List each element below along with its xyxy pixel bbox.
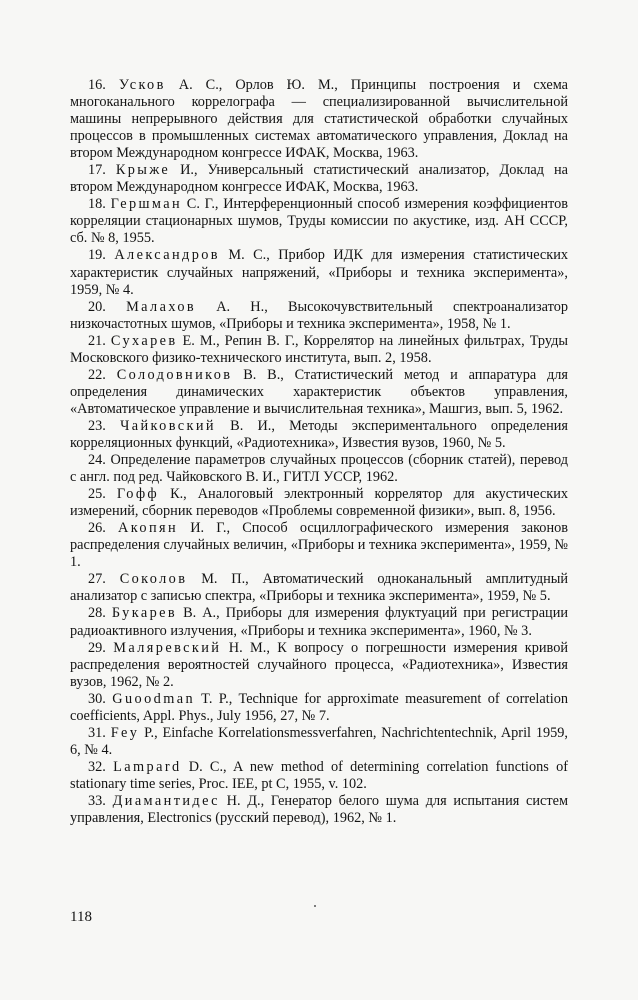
reference-author: Гершман [110, 196, 183, 213]
reference-number: 24. [88, 452, 106, 469]
reference-text: D. C., A new method of determining correlation functions of stationary time series, Proc. IEE, pt C, 1955, v. 102. [70, 758, 568, 792]
reference-number: 16. [88, 77, 106, 93]
reference-author: Сухарев [110, 332, 178, 349]
reference-author: Александров [114, 247, 220, 264]
reference-29 [70, 640, 568, 691]
reference-author: Малахов [126, 298, 197, 315]
reference-text: Н. Д., Генератор белого шума для испытания систем управления, Electronics (русский перевод), 1962, № 1. [70, 792, 568, 827]
reference-author: Букарев [111, 605, 178, 622]
reference-number: 26. [88, 520, 106, 537]
page-number: 118 [70, 909, 92, 925]
reference-text: А. С., Орлов Ю. М., Принципы построения и схема многоканального коррелографа — специализированной вычислительной машины непрерывного действия для статистической обработки случайных процессов в промышленных системах автоматического управления, Доклад на втором Международном конгрессе ИФАК, Москва, 1963. [70, 77, 568, 162]
reference-number: 27. [88, 571, 106, 588]
reference-21 [70, 333, 568, 367]
reference-text: М. С., Прибор ИДК для измерения статистических характеристик случайных напряжений, «Приборы и техника эксперимента», 1959, № 4. [70, 247, 568, 298]
reference-text: А. Н., Высокочувствительный спектроанализатор низкочастотных шумов, «Приборы и техника эксперимента», 1958, № 1. [70, 298, 568, 332]
reference-19 [70, 247, 568, 298]
reference-30 [70, 691, 568, 725]
reference-number: 23. [88, 417, 106, 434]
reference-number: 28. [88, 605, 106, 622]
reference-author: Guoodman [112, 690, 196, 707]
reference-20 [70, 299, 568, 333]
reference-text: Н. М., К вопросу о погрешности измерения кривой распределения вероятностей случайного процесса, «Радиотехника», Известия вузов, 1962, № 2. [70, 639, 569, 690]
reference-text: М. П., Автоматический одноканальный амплитудный анализатор с записью спектра, «Приборы и техника эксперимента», 1959, № 5. [70, 571, 569, 605]
reference-author: Крыже [115, 162, 171, 179]
reference-27 [70, 571, 568, 605]
reference-text: К., Аналоговый электронный коррелятор для акустических измерений, сборник переводов «Проблемы современной физики», вып. 8, 1956. [70, 486, 569, 520]
reference-author: Солодовников [116, 366, 233, 383]
reference-33 [70, 793, 568, 827]
reference-text: T. P., Technique for approximate measurement of correlation coefficients, Appl. Phys., July 1956, 27, № 7. [70, 690, 568, 724]
reference-text: В. А., Приборы для измерения флуктуаций при регистрации радиоактивного излучения, «Приборы и техника эксперимента», 1960, № 3. [70, 605, 569, 639]
reference-32 [70, 759, 568, 793]
reference-23 [70, 418, 568, 452]
reference-number: 29. [88, 639, 106, 656]
reference-24 [70, 452, 568, 486]
reference-author: Акопян [118, 520, 179, 537]
reference-number: 33. [88, 792, 106, 809]
reference-text: С. Г., Интерференционный способ измерения коэффициентов корреляции стационарных шумов, Труды комиссии по акустике, изд. АН СССР, сб. № 8, 1955. [70, 196, 568, 247]
reference-text: В. И., Методы экспериментального определения корреляционных функций, «Радиотехника», Известия вузов, 1960, № 5. [70, 417, 569, 451]
reference-text: Определение параметров случайных процессов (сборник статей), перевод с англ. под ред. Чайковского В. И., ГИТЛ УССР, 1962. [70, 452, 568, 486]
reference-text: Е. М., Репин В. Г., Коррелятор на линейных фильтрах, Труды Московского физико-технического института, вып. 2, 1958. [70, 332, 569, 366]
reference-28 [70, 605, 568, 639]
reference-22 [70, 367, 568, 418]
reference-number: 32. [88, 758, 106, 775]
reference-number: 19. [88, 247, 106, 264]
reference-number: 30. [88, 690, 106, 707]
reference-number: 22. [88, 366, 106, 383]
reference-list [70, 77, 568, 827]
reference-18 [70, 196, 568, 247]
reference-number: 18. [88, 196, 106, 213]
reference-25 [70, 486, 568, 520]
reference-author: Диамантидес [112, 792, 220, 809]
reference-author: Гофф [116, 486, 160, 503]
reference-text: В. В., Статистический метод и аппаратура для определения динамических характеристик объектов управления, «Автоматическое управление и вычислительная техника», Машгиз, вып. 5, 1962. [70, 366, 568, 417]
reference-author: Lampard [113, 758, 182, 775]
reference-author: Fey [110, 724, 140, 741]
reference-26 [70, 520, 568, 571]
reference-text: И. Г., Способ осциллографического измерения законов распределения случайных величин, «Приборы и техника эксперимента», 1959, № 1. [70, 520, 569, 571]
reference-31 [70, 725, 568, 759]
reference-number: 17. [88, 162, 106, 179]
reference-text: И., Универсальный статистический анализатор, Доклад на втором Международном конгрессе ИФАК, Москва, 1963. [70, 162, 568, 196]
reference-author: Маляревский [113, 639, 222, 656]
reference-16 [70, 77, 568, 162]
reference-author: Усков [118, 77, 166, 93]
reference-author: Чайковский [120, 417, 216, 434]
reference-17 [70, 162, 568, 196]
reference-text: P., Einfache Korrelationsmessverfahren, Nachrichtentechnik, April 1959, 6, № 4. [70, 724, 568, 758]
reference-author: Соколов [119, 571, 188, 588]
reference-number: 21. [88, 332, 106, 349]
reference-number: 20. [88, 298, 106, 315]
print-speck [314, 905, 316, 907]
reference-number: 25. [88, 486, 106, 503]
reference-number: 31. [88, 724, 106, 741]
